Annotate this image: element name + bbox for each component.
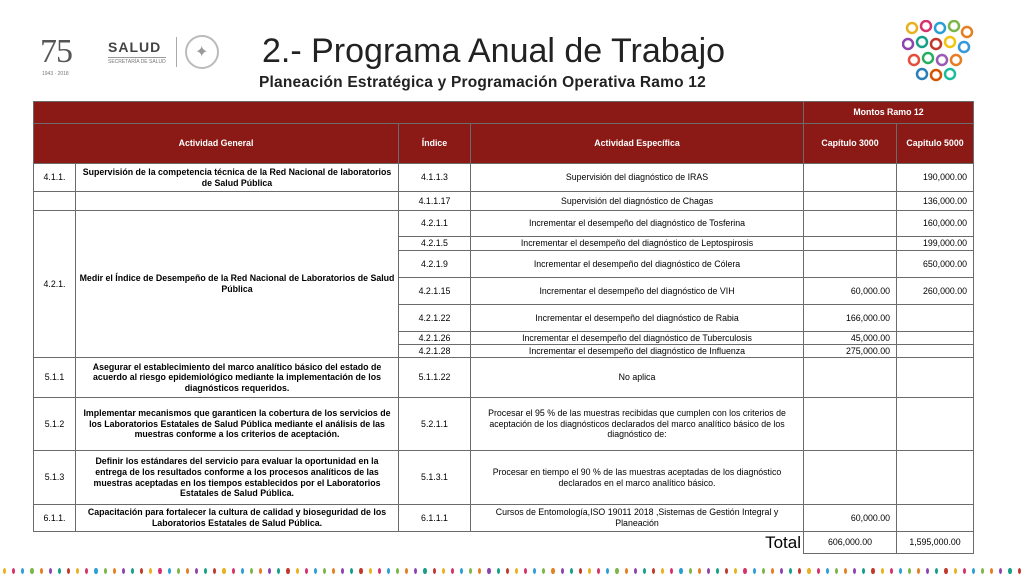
national-seal-icon: ✦ [185,35,219,69]
header-spacer [34,102,804,124]
row-general: Capacitación para fortalecer la cultura de calidad y bioseguridad de los Laboratorios Estatales de Salud Pública. [76,505,399,532]
row-code [34,192,76,211]
salud-logo-text: SALUD [108,39,162,55]
row-c3000: 275,000.00 [804,345,897,358]
salud-logo [108,39,166,65]
row-indice: 4.2.1.28 [399,345,471,358]
row-c5000: 260,000.00 [897,278,974,305]
row-especifica: Incrementar el desempeño del diagnóstico de Cólera [471,251,804,278]
row-indice: 4.1.1.17 [399,192,471,211]
row-c5000 [897,505,974,532]
total-label: Total [34,532,804,554]
row-c3000: 60,000.00 [804,278,897,305]
row-c5000 [897,332,974,345]
row-indice: 4.1.1.3 [399,164,471,192]
salud-logo-subtext: SECRETARÍA DE SALUD [108,59,166,65]
institution-logos [40,30,225,77]
row-c5000 [897,345,974,358]
row-general: Asegurar el establecimiento del marco analítico básico del estado de acuerdo al riesgo epidemiológico mediante la implementación de los diagnósticos requeridos. [76,358,399,398]
row-code: 5.1.1 [34,358,76,398]
table-row [34,211,974,237]
row-indice: 5.1.1.22 [399,358,471,398]
row-c5000: 160,000.00 [897,211,974,237]
decorative-footer-strip [0,566,1024,576]
row-indice: 4.2.1.9 [399,251,471,278]
row-especifica: Incrementar el desempeño del diagnóstico de VIH [471,278,804,305]
row-c5000 [897,398,974,451]
table-row [34,164,974,192]
page-subtitle: Planeación Estratégica y Programación Operativa Ramo 12 [259,74,706,91]
row-c3000 [804,192,897,211]
row-c3000: 166,000.00 [804,305,897,332]
row-c3000 [804,251,897,278]
row-c5000: 199,000.00 [897,237,974,251]
table-row [34,358,974,398]
row-especifica: Cursos de Entomología,ISO 19011 2018 ,Sistemas de Gestión Integral y Planeación [471,505,804,532]
row-c5000 [897,358,974,398]
row-indice: 6.1.1.1 [399,505,471,532]
col-actividad-general: Actividad General [34,124,399,164]
row-general [76,192,399,211]
row-code: 6.1.1. [34,505,76,532]
row-indice: 4.2.1.26 [399,332,471,345]
row-indice: 4.2.1.5 [399,237,471,251]
row-code: 5.1.2 [34,398,76,451]
total-3000: 606,000.00 [804,532,897,554]
row-indice: 5.2.1.1 [399,398,471,451]
row-c3000: 45,000.00 [804,332,897,345]
row-c5000 [897,305,974,332]
decorative-rings-icon [902,20,976,82]
row-general: Medir el Índice de Desempeño de la Red Nacional de Laboratorios de Salud Pública [76,211,399,358]
row-general: Supervisión de la competencia técnica de la Red Nacional de laboratorios de Salud Pública [76,164,399,192]
row-general: Implementar mecanismos que garanticen la cobertura de los servicios de los Laboratorios Estatales de Salud Pública mediante el análisis de las muestras conforme a los criterios de aceptación. [76,398,399,451]
budget-table-container [33,101,973,554]
row-indice: 5.1.3.1 [399,451,471,505]
col-capitulo-3000: Capítulo 3000 [804,124,897,164]
table-row [34,451,974,505]
row-code: 4.2.1. [34,211,76,358]
row-indice: 4.2.1.1 [399,211,471,237]
total-5000: 1,595,000.00 [897,532,974,554]
budget-table [33,101,974,554]
row-c3000 [804,211,897,237]
page-title: 2.- Programa Anual de Trabajo [262,32,726,70]
row-c5000: 136,000.00 [897,192,974,211]
col-indice: Índice [399,124,471,164]
row-c3000 [804,358,897,398]
logo-ribbon-text: 1943 · 2018 [42,71,69,77]
row-c5000 [897,451,974,505]
row-code: 4.1.1. [34,164,76,192]
row-especifica: Incrementar el desempeño del diagnóstico de Influenza [471,345,804,358]
row-c3000 [804,451,897,505]
row-especifica: No aplica [471,358,804,398]
row-especifica: Supervisión del diagnóstico de Chagas [471,192,804,211]
montos-header: Montos Ramo 12 [804,102,974,124]
row-general: Definir los estándares del servicio para evaluar la oportunidad en la entrega de los resultados conforme a los procesos analíticos de las muestras aceptadas en los tiempos establecidos por el Laboratorios Estatales de Salud Pública. [76,451,399,505]
total-row [34,532,974,554]
row-especifica: Incrementar el desempeño del diagnóstico de Tosferina [471,211,804,237]
row-especifica: Procesar en tiempo el 90 % de las muestras aceptadas de los diagnóstico declarados en el marco analítico básico. [471,451,804,505]
row-especifica: Incrementar el desempeño del diagnóstico de Tuberculosis [471,332,804,345]
row-especifica: Supervisión del diagnóstico de IRAS [471,164,804,192]
row-especifica: Incrementar el desempeño del diagnóstico de Rabia [471,305,804,332]
col-capitulo-5000: Capitulo 5000 [897,124,974,164]
row-c3000: 60,000.00 [804,505,897,532]
table-row [34,192,974,211]
col-actividad-especifica: Actividad Específica [471,124,804,164]
row-c5000: 650,000.00 [897,251,974,278]
row-c5000: 190,000.00 [897,164,974,192]
row-especifica: Incrementar el desempeño del diagnóstico de Leptospirosis [471,237,804,251]
row-indice: 4.2.1.15 [399,278,471,305]
anniversary-logo [40,33,92,77]
row-especifica: Procesar el 95 % de las muestras recibidas que cumplen con los criterios de aceptación de los diagnósticos declarados del marco analítico básico de los diagnóstico de: [471,398,804,451]
logo-75-text: 75 [40,33,72,70]
table-row [34,398,974,451]
row-indice: 4.2.1.22 [399,305,471,332]
logo-divider [176,37,177,67]
row-c3000 [804,164,897,192]
row-c3000 [804,398,897,451]
row-code: 5.1.3 [34,451,76,505]
row-c3000 [804,237,897,251]
table-row [34,505,974,532]
